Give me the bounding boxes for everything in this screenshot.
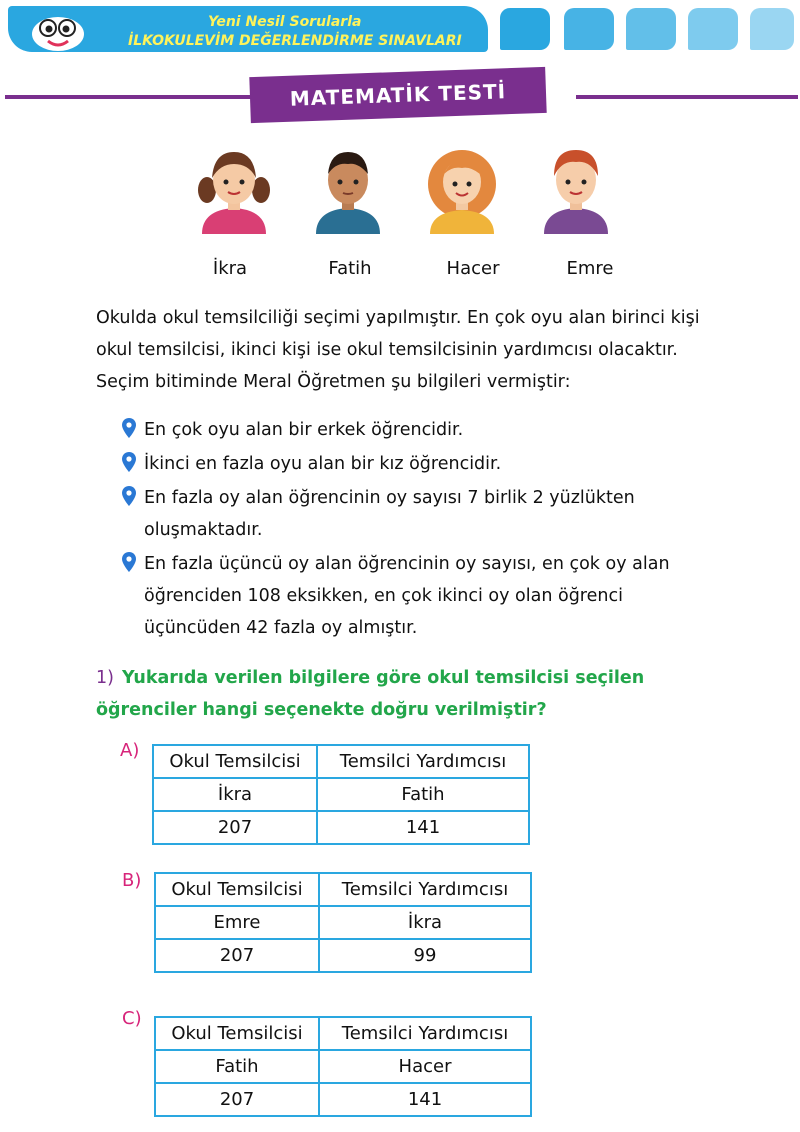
location-pin-icon xyxy=(122,452,136,472)
table-header-cell: Okul Temsilcisi xyxy=(155,1017,319,1050)
table-cell: 207 xyxy=(155,939,319,972)
table-cell: Hacer xyxy=(319,1050,531,1083)
table-header-cell: Okul Temsilcisi xyxy=(153,745,317,778)
location-pin-icon xyxy=(122,486,136,506)
header-tile xyxy=(626,8,676,50)
question-number: 1) xyxy=(96,668,114,688)
info-list xyxy=(122,414,682,646)
header-banner xyxy=(8,6,488,52)
table-cell: 141 xyxy=(317,811,529,844)
student-name: İkra xyxy=(212,258,248,279)
location-pin-icon xyxy=(122,418,136,438)
option-b-table[interactable] xyxy=(154,872,532,973)
page-title: MATEMATİK TESTİ xyxy=(249,67,546,123)
table-cell: 207 xyxy=(155,1083,319,1116)
list-item-text: En fazla oy alan öğrencinin oy sayısı 7 birlik 2 yüzlükten oluşmaktadır. xyxy=(144,488,635,540)
mascot-logo-icon xyxy=(30,12,86,52)
header-tile xyxy=(564,8,614,50)
header-tile xyxy=(750,8,794,50)
table-row xyxy=(155,1083,531,1116)
table-cell: Fatih xyxy=(155,1050,319,1083)
banner-subtitle: Yeni Nesil Sorularla xyxy=(208,14,362,30)
table-cell: 99 xyxy=(319,939,531,972)
table-row xyxy=(153,778,529,811)
title-rule-right xyxy=(576,95,798,99)
student-name: Hacer xyxy=(446,258,500,279)
option-a-table[interactable] xyxy=(152,744,530,845)
table-cell: İkra xyxy=(153,778,317,811)
student-name: Fatih xyxy=(328,258,372,279)
option-label-b[interactable]: B) xyxy=(122,870,142,891)
option-label-a[interactable]: A) xyxy=(120,740,140,761)
list-item-text: En fazla üçüncü oy alan öğrencinin oy sayısı, en çok oy alan öğrenciden 108 eksikken, en çok ikinci oy olan öğrenci üçüncüden 42 fazla oy almıştır. xyxy=(144,554,670,638)
boy-red-hair-avatar-icon xyxy=(536,140,616,234)
table-cell: 141 xyxy=(319,1083,531,1116)
banner-title: İLKOKULEVİM DEĞERLENDİRME SINAVLARI xyxy=(128,33,462,49)
student-name: Emre xyxy=(566,258,614,279)
table-cell: İkra xyxy=(319,906,531,939)
intro-paragraph: Okulda okul temsilciliği seçimi yapılmıştır. En çok oyu alan birinci kişi okul temsilcisi, ikinci kişi ise okul temsilcisinin yardımcısı olacaktır. Seçim bitiminde Meral Öğretmen şu bilgileri vermiştir: xyxy=(96,308,700,392)
list-item xyxy=(122,548,682,644)
table-row xyxy=(155,906,531,939)
table-cell: Emre xyxy=(155,906,319,939)
question-text xyxy=(96,662,696,726)
table-row xyxy=(155,939,531,972)
table-header-cell: Temsilci Yardımcısı xyxy=(319,873,531,906)
girl-braids-avatar-icon xyxy=(194,140,274,234)
title-rule-left xyxy=(5,95,253,99)
list-item xyxy=(122,448,682,480)
boy-dark-hair-avatar-icon xyxy=(308,140,388,234)
question-body: Yukarıda verilen bilgilere göre okul temsilcisi seçilen öğrenciler hangi seçenekte doğru verilmiştir? xyxy=(96,668,645,720)
table-header-cell: Temsilci Yardımcısı xyxy=(317,745,529,778)
list-item-text: En çok oyu alan bir erkek öğrencidir. xyxy=(144,420,464,440)
table-header-cell: Temsilci Yardımcısı xyxy=(319,1017,531,1050)
table-cell: Fatih xyxy=(317,778,529,811)
list-item xyxy=(122,414,682,446)
table-cell: 207 xyxy=(153,811,317,844)
location-pin-icon xyxy=(122,552,136,572)
table-row xyxy=(153,745,529,778)
girl-curly-avatar-icon xyxy=(422,140,502,234)
table-row xyxy=(155,873,531,906)
table-row xyxy=(153,811,529,844)
header-tile xyxy=(688,8,738,50)
list-item-text: İkinci en fazla oyu alan bir kız öğrencidir. xyxy=(144,454,502,474)
option-label-c[interactable]: C) xyxy=(122,1008,142,1029)
list-item xyxy=(122,482,682,546)
table-row xyxy=(155,1050,531,1083)
table-row xyxy=(155,1017,531,1050)
table-header-cell: Okul Temsilcisi xyxy=(155,873,319,906)
option-c-table[interactable] xyxy=(154,1016,532,1117)
header-tile xyxy=(500,8,550,50)
